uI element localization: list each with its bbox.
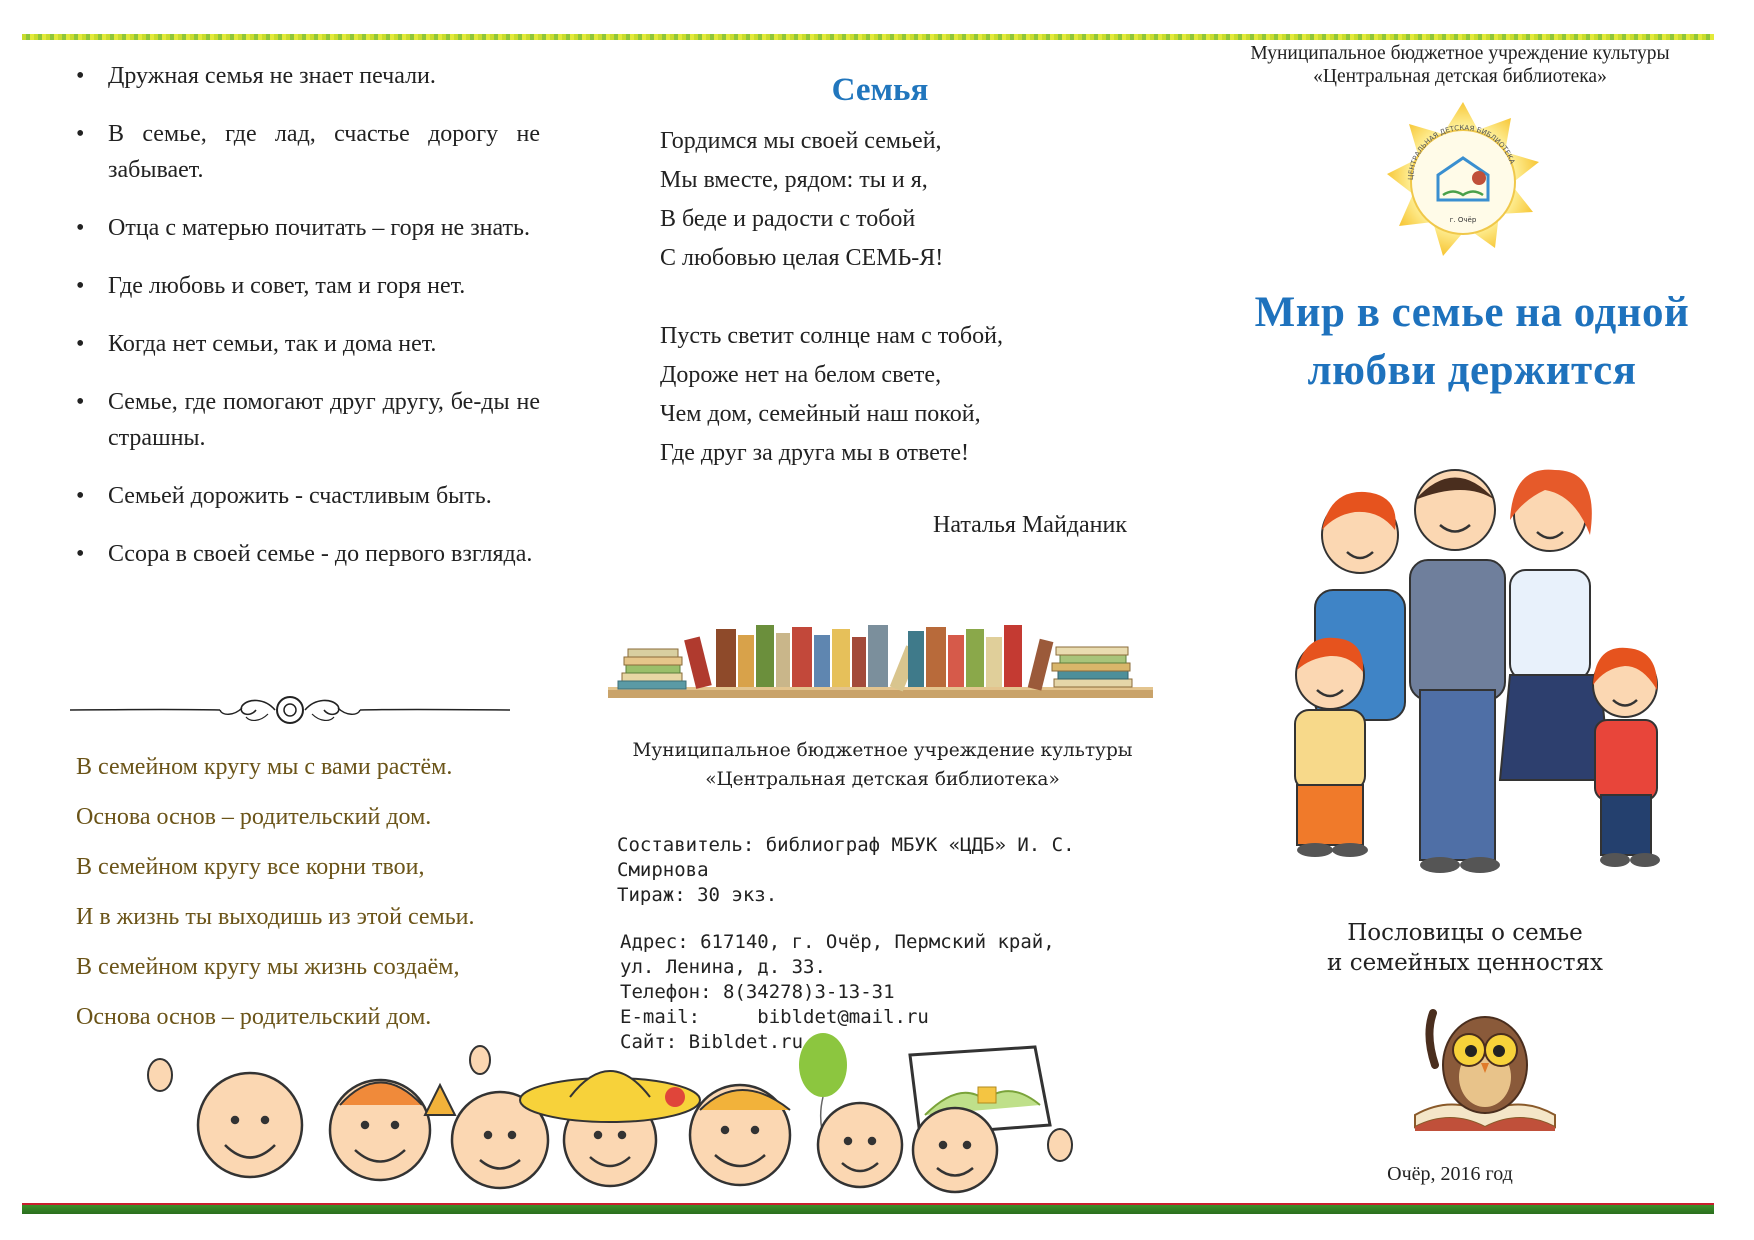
poem-line: И в жизнь ты выходишь из этой семьи. <box>76 904 475 930</box>
credits-block <box>617 833 1137 908</box>
poem-line: Пусть светит солнце нам с тобой, <box>660 323 1003 349</box>
ornament-divider <box>70 690 510 730</box>
family-illustration <box>1255 440 1685 890</box>
proverb-item: • Дружная семья не знает печали. <box>70 58 540 94</box>
brochure-title <box>1212 284 1732 400</box>
poem-line: Основа основ – родительский дом. <box>76 1004 432 1030</box>
site-text: Сайт: Bibldet.ru <box>620 1031 804 1053</box>
email-link[interactable]: bibldet@mail.ru <box>757 1006 929 1028</box>
address-line: ул. Ленина, д. 33. <box>620 956 826 978</box>
phone-text: Телефон: 8(34278)3-13-31 <box>620 981 895 1003</box>
title-line: Мир в семье на одной <box>1254 289 1690 336</box>
bottom-border <box>22 1203 1714 1214</box>
bookshelf-illustration <box>608 615 1153 700</box>
family-poem <box>660 122 1100 473</box>
poem-line: В семейном кругу мы жизнь создаём, <box>76 954 460 980</box>
proverb-item: • Ссора в своей семье - до первого взгляда. <box>70 536 540 572</box>
subtitle-line: Пословицы о семье <box>1347 920 1583 946</box>
email-label: E-mail: <box>620 1006 701 1028</box>
print-run-text: Тираж: 30 экз. <box>617 884 778 906</box>
address-line: Адрес: 617140, г. Очёр, Пермский край, <box>620 931 1055 953</box>
proverb-item: • Когда нет семьи, так и дома нет. <box>70 326 540 362</box>
poem-line: Мы вместе, рядом: ты и я, <box>660 167 928 193</box>
poem-line: В семейном кругу все корни твои, <box>76 854 425 880</box>
middle-organization <box>610 736 1155 794</box>
proverbs-list <box>70 58 540 594</box>
children-illustration <box>140 1025 1080 1205</box>
proverb-item: • Отца с матерью почитать – горя не знать. <box>70 210 540 246</box>
poem-line: С любовью целая СЕМЬ-Я! <box>660 245 944 271</box>
proverb-item: • В семье, где лад, счастье дорогу не забывает. <box>70 116 540 188</box>
proverb-item: • Семьей дорожить - счастливым быть. <box>70 478 540 514</box>
org-line: «Центральная детская библиотека» <box>1313 66 1607 87</box>
poem-line: Где друг за друга мы в ответе! <box>660 440 969 466</box>
org-line: Муниципальное бюджетное учреждение культуры <box>632 740 1133 761</box>
org-line: Муниципальное бюджетное учреждение культуры <box>1250 43 1670 64</box>
header-organization <box>1210 42 1710 88</box>
poem-title: Семья <box>831 72 929 108</box>
logo-arc-text: ЦЕНТРАЛЬНАЯ ДЕТСКАЯ БИБЛИОТЕКА <box>1406 123 1517 181</box>
top-dotted-border <box>22 34 1714 40</box>
brochure-subtitle <box>1240 918 1690 978</box>
logo-city: г. Очёр <box>1449 216 1477 224</box>
poem-line: В семейном кругу мы с вами растём. <box>76 754 453 780</box>
org-line: «Центральная детская библиотека» <box>705 769 1060 790</box>
poem-line: Чем дом, семейный наш покой, <box>660 401 981 427</box>
poem-line: Гордимся мы своей семьей, <box>660 128 942 154</box>
library-logo <box>1383 100 1543 260</box>
owl-with-book-illustration <box>1405 1005 1565 1135</box>
proverb-item: • Семье, где помогают друг другу, бе-ды не страшны. <box>70 384 540 456</box>
family-circle-poem <box>76 750 566 1050</box>
compiler-text: Составитель: библиограф МБУК «ЦДБ» И. С. Смирнова <box>617 834 1075 881</box>
subtitle-line: и семейных ценностях <box>1327 950 1603 976</box>
poem-line: В беде и радости с тобой <box>660 206 916 232</box>
publication-year: Очёр, 2016 год <box>1387 1163 1513 1185</box>
proverb-item: • Где любовь и совет, там и горя нет. <box>70 268 540 304</box>
title-line: любви держится <box>1307 347 1637 394</box>
poem-author: Наталья Майданик <box>932 512 1127 538</box>
poem-line: Дороже нет на белом свете, <box>660 362 942 388</box>
poem-line: Основа основ – родительский дом. <box>76 804 432 830</box>
